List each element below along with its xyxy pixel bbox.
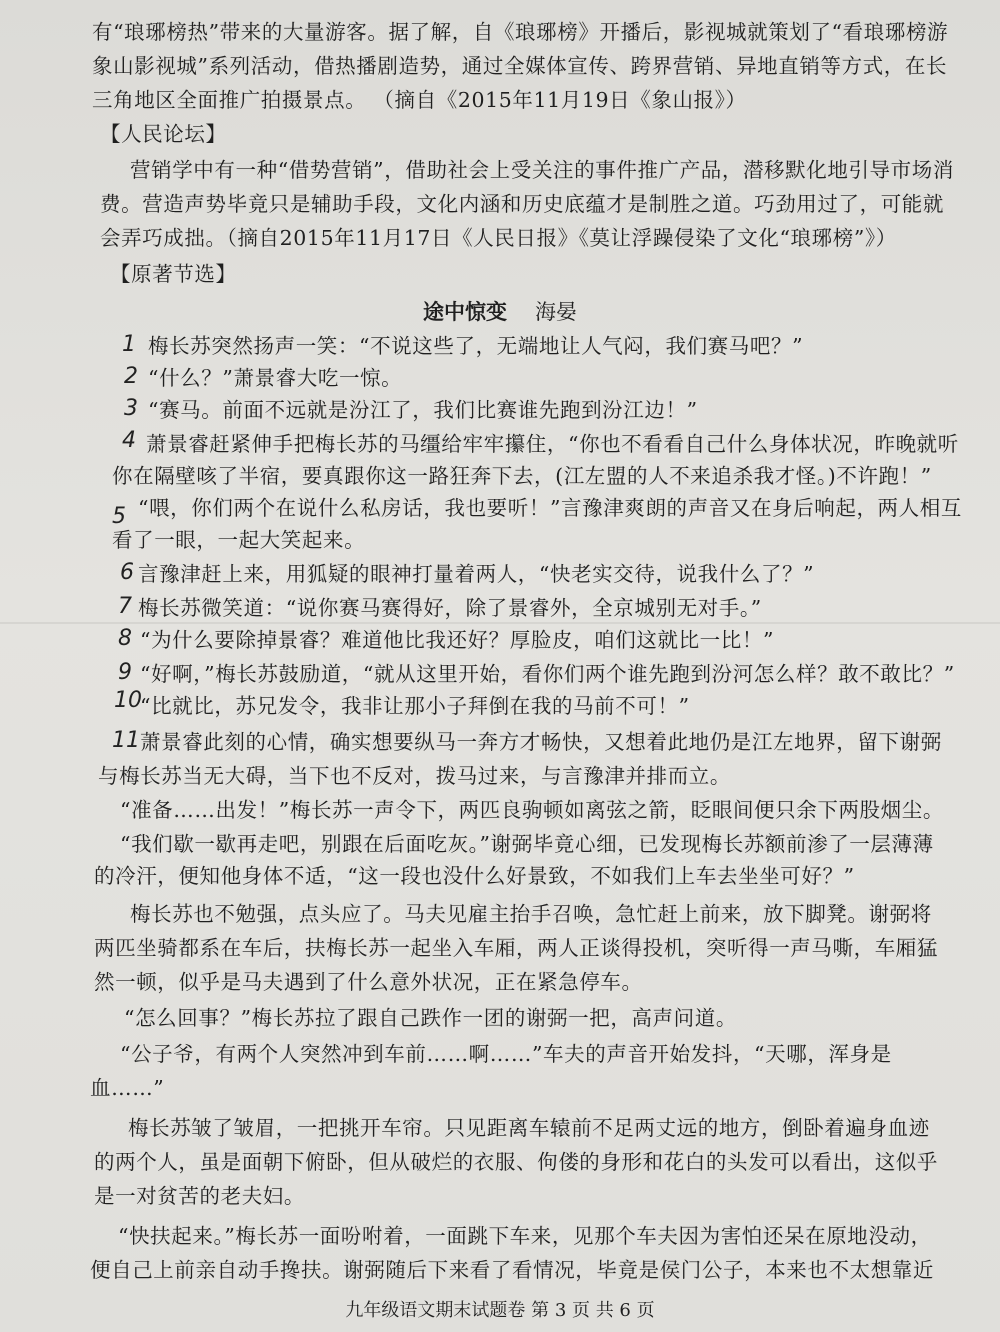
handwritten-number-mark: 9 xyxy=(118,660,132,685)
handwritten-number-mark: 8 xyxy=(118,626,132,651)
section-heading-excerpt: 【原著节选】 xyxy=(110,262,237,286)
text-line: 看了一眼，一起大笑起来。 xyxy=(112,528,366,552)
text-line: 与梅长苏当无大碍，当下也不反对，拨马过来，与言豫津并排而立。 xyxy=(98,764,731,788)
text-line: “我们歇一歇再走吧，别跟在后面吃灰。”谢弼毕竟心细，已发现梅长苏额前渗了一层薄薄 xyxy=(120,832,934,856)
handwritten-number-mark: 11 xyxy=(112,728,140,753)
text-line: 萧景睿此刻的心情，确实想要纵马一奔方才畅快，又想着此地仍是江左地界，留下谢弼 xyxy=(140,730,942,754)
handwritten-number-mark: 7 xyxy=(118,594,132,619)
text-line: 血……” xyxy=(90,1076,165,1100)
paper-fold-crease xyxy=(0,622,1000,624)
text-line: “准备……出发！”梅长苏一声令下，两匹良驹顿如离弦之箭，眨眼间便只余下两股烟尘。 xyxy=(120,798,944,822)
text-line: “好啊，”梅长苏鼓励道，“就从这里开始，看你们两个谁先跑到汾河怎么样？敢不敢比？” xyxy=(140,662,955,686)
text-line: “公子爷，有两个人突然冲到车前……啊……”车夫的声音开始发抖，“天哪，浑身是 xyxy=(120,1042,892,1066)
text-line: 有“琅琊榜热”带来的大量游客。据了解，自《琅琊榜》开播后，影视城就策划了“看琅琊榜游 xyxy=(92,20,949,44)
text-line: 然一顿，似乎是马夫遇到了什么意外状况，正在紧急停车。 xyxy=(94,970,643,994)
section-heading-forum: 【人民论坛】 xyxy=(100,122,227,146)
text-line: “喂，你们两个在说什么私房话，我也要听！”言豫津爽朗的声音又在身后响起，两人相互 xyxy=(138,496,962,520)
story-title-main: 途中惊变 xyxy=(423,299,507,324)
handwritten-number-mark: 3 xyxy=(124,396,138,421)
story-author: 海晏 xyxy=(535,300,577,324)
text-line: “比就比，苏兄发令，我非让那小子拜倒在我的马前不可！” xyxy=(140,694,690,718)
text-line: 的两个人，虽是面朝下俯卧，但从破烂的衣服、佝偻的身形和花白的头发可以看出，这似乎 xyxy=(94,1150,938,1174)
handwritten-number-mark: 4 xyxy=(122,428,136,453)
text-line: 萧景睿赶紧伸手把梅长苏的马缰给牢牢攥住，“你也不看看自己什么身体状况，昨晚就听 xyxy=(146,432,959,456)
text-line: 营销学中有一种“借势营销”，借助社会上受关注的事件推广产品，潜移默化地引导市场消 xyxy=(130,158,954,182)
handwritten-number-mark: 1 xyxy=(122,332,136,357)
text-line: 梅长苏突然扬声一笑：“不说这些了，无端地让人气闷，我们赛马吧？” xyxy=(148,334,804,358)
text-line: “什么？”萧景睿大吃一惊。 xyxy=(148,366,403,390)
text-line: 三角地区全面推广拍摄景点。 （摘自《2015年11月19日《象山报》） xyxy=(92,88,747,112)
text-line: 是一对贫苦的老夫妇。 xyxy=(94,1184,305,1208)
text-line: 费。营造声势毕竟只是辅助手段，文化内涵和历史底蕴才是制胜之道。巧劲用过了，可能就 xyxy=(100,192,944,216)
text-line: 言豫津赶上来，用狐疑的眼神打量着两人，“快老实交待，说我什么了？” xyxy=(138,562,815,586)
page-footer: 九年级语文期末试题卷 第 3 页 共 6 页 xyxy=(345,1300,655,1321)
story-title xyxy=(0,296,1000,326)
text-line: 的冷汗，便知他身体不适，“这一段也没什么好景致，不如我们上车去坐坐可好？” xyxy=(94,864,855,888)
text-line: “为什么要除掉景睿？难道他比我还好？厚脸皮，咱们这就比一比！” xyxy=(140,628,775,652)
text-line: “快扶起来。”梅长苏一面吩咐着，一面跳下车来，见那个车夫因为害怕还呆在原地没动， xyxy=(118,1224,932,1248)
text-line: 便自己上前亲自动手搀扶。谢弼随后下来看了看情况，毕竟是侯门公子，本来也不太想靠近 xyxy=(90,1258,934,1282)
text-line: 梅长苏微笑道：“说你赛马赛得好，除了景睿外，全京城别无对手。” xyxy=(138,596,762,620)
handwritten-number-mark: 2 xyxy=(124,364,138,389)
text-line: 你在隔壁咳了半宿，要真跟你这一路狂奔下去，(江左盟的人不来追杀我才怪。)不许跑！” xyxy=(112,464,932,488)
text-line: 会弄巧成拙。（摘自2015年11月17日《人民日报》《莫让浮躁侵染了文化“琅琊榜”》） xyxy=(100,226,897,250)
text-line: 梅长苏皱了皱眉，一把挑开车帘。只见距离车辕前不足两丈远的地方，倒卧着遍身血迹 xyxy=(128,1116,930,1140)
text-line: 象山影视城”系列活动，借热播剧造势，通过全媒体宣传、跨界营销、异地直销等方式，在长 xyxy=(92,54,948,78)
handwritten-number-mark: 5 xyxy=(112,504,126,529)
handwritten-number-mark: 10 xyxy=(114,688,142,713)
text-line: “赛马。前面不远就是汾江了，我们比赛谁先跑到汾江边！” xyxy=(148,398,698,422)
text-line: “怎么回事？”梅长苏拉了跟自己跌作一团的谢弼一把，高声问道。 xyxy=(124,1006,737,1030)
handwritten-number-mark: 6 xyxy=(120,560,134,585)
text-line: 梅长苏也不勉强，点头应了。马夫见雇主抬手召唤，急忙赶上前来，放下脚凳。谢弼将 xyxy=(130,902,932,926)
text-line: 两匹坐骑都系在车后，扶梅长苏一起坐入车厢，两人正谈得投机，突听得一声马嘶，车厢猛 xyxy=(94,936,938,960)
